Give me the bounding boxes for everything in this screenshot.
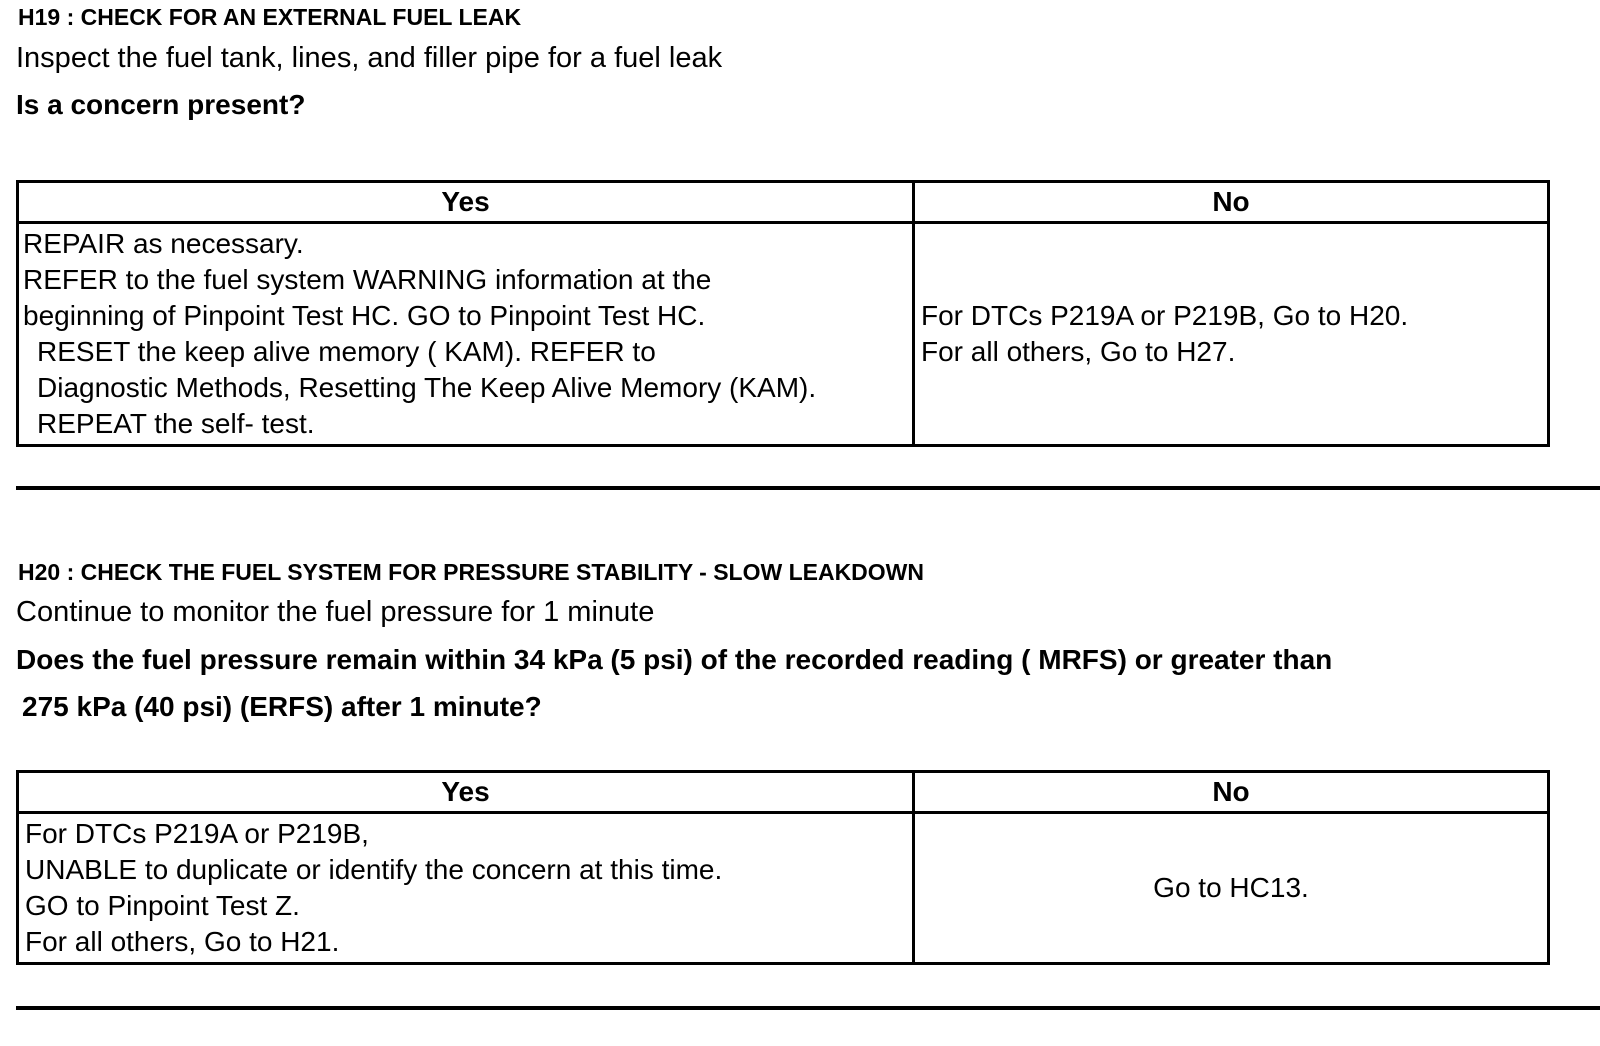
h20-no-header: No: [914, 772, 1549, 813]
h19-yes-line-1: REPAIR as necessary.: [23, 228, 304, 259]
h19-no-cell: [914, 223, 1549, 446]
h19-no-line-2: For all others, Go to H27.: [921, 336, 1236, 367]
section-divider-2: [16, 1006, 1600, 1010]
h20-step-title: H20 : CHECK THE FUEL SYSTEM FOR PRESSURE STABILITY - SLOW LEAKDOWN: [18, 559, 924, 585]
h20-yes-line-3: GO to Pinpoint Test Z.: [25, 890, 300, 921]
h19-result-table: [16, 180, 1550, 447]
h20-no-cell: [914, 813, 1549, 964]
h19-instruction: Inspect the fuel tank, lines, and filler pipe for a fuel leak: [16, 42, 723, 74]
h20-question-line-2: 275 kPa (40 psi) (ERFS) after 1 minute?: [22, 691, 542, 722]
h19-yes-line-5: Diagnostic Methods, Resetting The Keep Alive Memory (KAM).: [37, 372, 817, 403]
h20-body-row: [18, 813, 1549, 964]
h19-body-row: [18, 223, 1549, 446]
h20-yes-line-2: UNABLE to duplicate or identify the concern at this time.: [25, 854, 723, 885]
h20-question-line-1: Does the fuel pressure remain within 34 kPa (5 psi) of the recorded reading ( MRFS) or greater than: [16, 644, 1333, 675]
h19-no-header: No: [914, 182, 1549, 223]
h19-yes-line-3: beginning of Pinpoint Test HC. GO to Pinpoint Test HC.: [23, 300, 706, 331]
section-divider-1: [16, 486, 1600, 490]
h20-yes-cell: [18, 813, 914, 964]
h19-no-line-1: For DTCs P219A or P219B, Go to H20.: [921, 300, 1409, 331]
h20-yes-line-1: For DTCs P219A or P219B,: [25, 818, 369, 849]
h19-yes-header: Yes: [18, 182, 914, 223]
h19-yes-line-4: RESET the keep alive memory ( KAM). REFER to: [37, 336, 656, 367]
h19-yes-line-6: REPEAT the self- test.: [37, 408, 315, 439]
h19-step-title: H19 : CHECK FOR AN EXTERNAL FUEL LEAK: [18, 4, 522, 30]
h20-result-table: [16, 770, 1550, 965]
h20-instruction: Continue to monitor the fuel pressure for 1 minute: [16, 596, 655, 628]
h20-header-row: [18, 772, 1549, 813]
h19-header-row: [18, 182, 1549, 223]
h19-yes-cell: [18, 223, 914, 446]
h19-yes-line-2: REFER to the fuel system WARNING information at the: [23, 264, 712, 295]
h20-no-text: Go to HC13.: [1153, 872, 1309, 903]
h20-yes-header: Yes: [18, 772, 914, 813]
h20-yes-line-4: For all others, Go to H21.: [25, 926, 340, 957]
h19-question: Is a concern present?: [16, 89, 306, 120]
